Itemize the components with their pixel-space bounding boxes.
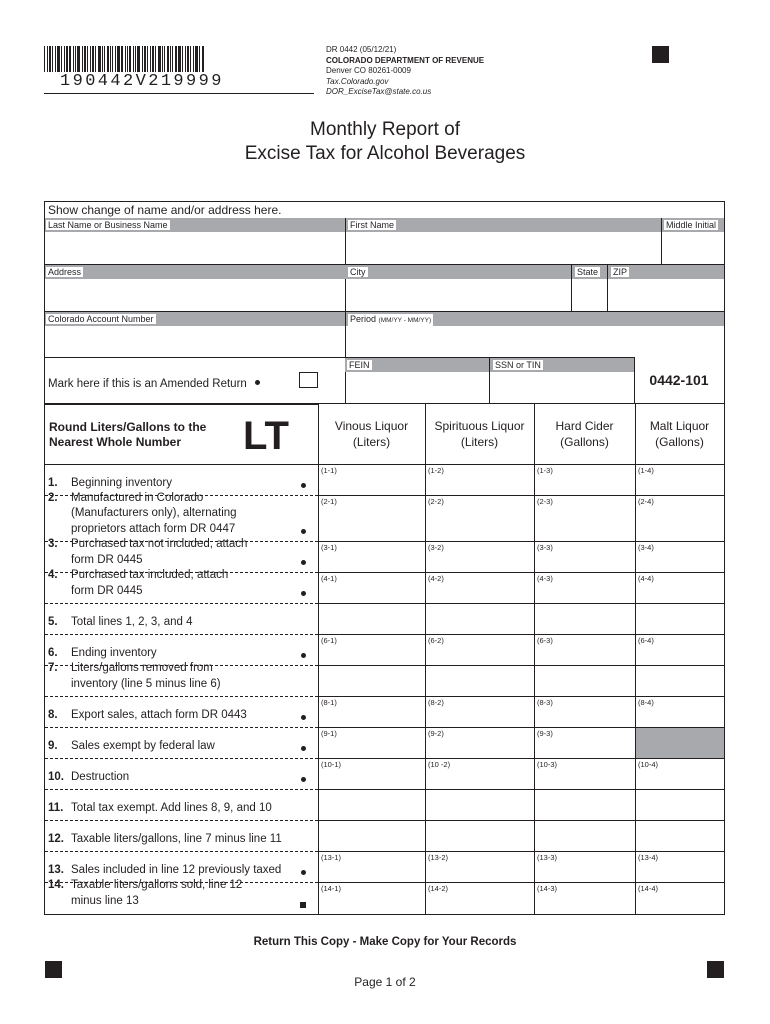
barcode-bar — [61, 46, 62, 72]
department-website: Tax.Colorado.gov — [326, 76, 389, 86]
cell-number: (8-4) — [638, 698, 654, 707]
account-number-label: Colorado Account Number — [48, 314, 154, 324]
cell-number: (8-3) — [537, 698, 553, 707]
line-description: Total lines 1, 2, 3, and 4 — [71, 615, 193, 628]
cell-number: (2-4) — [638, 497, 654, 506]
barcode-bar — [193, 46, 194, 72]
bullet-icon — [301, 870, 306, 875]
page-number: Page 1 of 2 — [354, 975, 416, 989]
entry-cell — [636, 728, 724, 758]
line-description: (Manufacturers only), alternating — [71, 507, 237, 519]
barcode-bar — [110, 46, 111, 72]
instruction-rule — [45, 404, 318, 405]
zip-field[interactable] — [607, 280, 724, 311]
barcode-bar — [144, 46, 146, 72]
cell-number: (9-3) — [537, 729, 553, 738]
cell-number: (13-2) — [428, 853, 449, 862]
barcode-block — [44, 46, 314, 94]
line-description: Export sales, attach form DR 0443 — [71, 708, 247, 721]
barcode-bar — [129, 46, 131, 72]
row-divider — [45, 634, 318, 635]
line-number: 7. — [48, 662, 58, 674]
first-name-label: First Name — [350, 220, 395, 230]
line-description: Ending inventory — [71, 646, 157, 659]
barcode-bar — [102, 46, 103, 72]
barcode-bar — [92, 46, 94, 72]
barcode-bar — [164, 46, 165, 72]
cell-number: (8-2) — [428, 698, 444, 707]
line-item — [48, 491, 316, 538]
lt-mark: LT — [243, 414, 289, 458]
barcode-bar — [170, 46, 171, 72]
entry-cell[interactable] — [426, 821, 534, 851]
city-label: City — [350, 267, 366, 277]
amended-return-checkbox[interactable] — [299, 372, 318, 388]
row-divider — [45, 696, 318, 697]
barcode-bar — [195, 46, 198, 72]
registration-mark-top-right — [652, 46, 669, 63]
column-header: Spirituous Liquor (Liters) — [434, 419, 525, 449]
bullet-icon — [301, 529, 306, 534]
bullet-icon — [255, 380, 260, 385]
cell-number: (6-1) — [321, 636, 337, 645]
line-number: 4. — [48, 569, 58, 581]
zip-label: ZIP — [613, 267, 628, 277]
entry-cell[interactable] — [636, 821, 724, 851]
line-number: 12. — [48, 832, 64, 845]
barcode-bar — [133, 46, 134, 72]
entry-cell[interactable] — [426, 604, 534, 634]
title-line-1: Monthly Report of — [310, 119, 460, 140]
barcode-bar — [190, 46, 191, 72]
line-description: proprietors attach form DR 0447 — [71, 522, 236, 535]
barcode-bar — [162, 46, 163, 72]
row-divider — [45, 758, 318, 759]
column-header: Malt Liquor (Gallons) — [649, 419, 710, 449]
cell-number: (13-4) — [638, 853, 659, 862]
bullet-icon — [301, 777, 306, 782]
cell-number: (10-3) — [537, 760, 558, 769]
cell-number: (13-3) — [537, 853, 558, 862]
barcode-bar — [75, 46, 76, 72]
cell-number: (4-4) — [638, 574, 654, 583]
entry-cell[interactable] — [426, 666, 534, 696]
form-id: DR 0442 (05/12/21) — [326, 45, 397, 54]
barcode-bar — [121, 46, 123, 72]
ssn-field[interactable] — [489, 373, 634, 404]
bullet-icon — [301, 591, 306, 596]
bullet-icon — [301, 483, 306, 488]
state-label: State — [577, 267, 599, 277]
entry-cell[interactable] — [319, 666, 425, 696]
cell-number: (14-1) — [321, 884, 342, 893]
return-note: Return This Copy - Make Copy for Your Records — [253, 936, 517, 948]
barcode-bars — [44, 46, 254, 72]
cell-number: (3-2) — [428, 543, 444, 552]
line-item — [48, 863, 316, 879]
barcode-bar — [47, 46, 48, 72]
barcode-bar — [55, 46, 56, 72]
barcode-bar — [155, 46, 156, 72]
barcode-bar — [69, 46, 71, 72]
barcode-bar — [158, 46, 161, 72]
form-code: 0442-101 — [649, 372, 709, 388]
barcode-bar — [127, 46, 128, 72]
line-number: 14. — [48, 879, 64, 891]
line-number: 13. — [48, 863, 64, 876]
cell-number: (9-2) — [428, 729, 444, 738]
line-item — [48, 537, 316, 568]
row-divider — [45, 851, 318, 852]
identity-section — [44, 201, 725, 404]
line-description: form DR 0445 — [71, 553, 143, 566]
barcode-bar — [95, 46, 96, 72]
cell-number: (8-1) — [321, 698, 337, 707]
cell-number: (3-4) — [638, 543, 654, 552]
barcode-bar — [90, 46, 91, 72]
fein-label: FEIN — [349, 360, 370, 370]
barcode-bar — [117, 46, 120, 72]
barcode-bar — [84, 46, 86, 72]
line-number: 9. — [48, 739, 58, 752]
entry-cell[interactable] — [636, 604, 724, 634]
barcode-bar — [135, 46, 136, 72]
amended-return-label: Mark here if this is an Amended Return — [48, 377, 260, 391]
barcode-bar — [64, 46, 65, 72]
barcode-bar — [175, 46, 177, 72]
line-item — [48, 661, 316, 692]
cell-number: (3-1) — [321, 543, 337, 552]
line-description: Liters/gallons removed from — [71, 662, 213, 674]
line-number: 1. — [48, 476, 58, 489]
cell-number: (10-4) — [638, 760, 659, 769]
change-notice: Show change of name and/or address here. — [48, 203, 282, 217]
barcode-bar — [172, 46, 173, 72]
middle-initial-label: Middle Initial — [666, 220, 717, 230]
barcode-bar — [187, 46, 189, 72]
line-number: 6. — [48, 646, 58, 659]
barcode-bar — [167, 46, 169, 72]
line-item — [48, 739, 316, 755]
line-description: Beginning inventory — [71, 476, 173, 489]
entry-cell[interactable] — [535, 666, 635, 696]
row-divider — [45, 727, 318, 728]
cell-number: (13-1) — [321, 853, 342, 862]
line-item — [48, 476, 316, 492]
entry-cell[interactable] — [535, 790, 635, 820]
period-field[interactable] — [345, 327, 724, 357]
entry-cell[interactable] — [319, 790, 425, 820]
entry-cell[interactable] — [535, 604, 635, 634]
barcode-bar — [44, 46, 45, 72]
line-number: 2. — [48, 491, 58, 504]
period-hint: (MM/YY - MM/YY) — [378, 317, 432, 324]
excise-tax-table — [44, 404, 725, 915]
cell-number: (4-1) — [321, 574, 337, 583]
column-header: Vinous Liquor (Liters) — [334, 419, 409, 449]
barcode-bar — [142, 46, 143, 72]
barcode-bar — [87, 46, 88, 72]
entry-cell[interactable] — [319, 821, 425, 851]
form-header — [326, 45, 484, 98]
barcode-bar — [182, 46, 183, 72]
department-city: Denver CO 80261-0009 — [326, 66, 411, 75]
barcode-bar — [52, 46, 53, 72]
state-field[interactable] — [571, 280, 607, 311]
line-description: Manufactured in Colorado — [71, 491, 204, 504]
barcode-bar — [137, 46, 140, 72]
line-description: Sales exempt by federal law — [71, 739, 215, 752]
cell-number: (1-2) — [428, 466, 444, 475]
entry-cell[interactable] — [636, 790, 724, 820]
line-item — [48, 832, 316, 848]
line-description: inventory (line 5 minus line 6) — [71, 677, 221, 690]
fein-field[interactable] — [345, 373, 489, 404]
cell-number: (4-2) — [428, 574, 444, 583]
cell-number: (6-2) — [428, 636, 444, 645]
cell-number: (14-3) — [537, 884, 558, 893]
barcode-bar — [49, 46, 51, 72]
line-number: 3. — [48, 538, 58, 550]
address-label: Address — [48, 267, 82, 277]
line-description: Purchased tax included, attach — [71, 569, 229, 581]
cell-number: (1-4) — [638, 466, 654, 475]
title-line-2: Excise Tax for Alcohol Beverages — [244, 143, 526, 164]
barcode-number: 190442V219999 — [60, 72, 224, 91]
line-description: minus line 13 — [71, 894, 139, 907]
barcode-bar — [107, 46, 109, 72]
city-field[interactable] — [345, 280, 571, 311]
line-description: Total tax exempt. Add lines 8, 9, and 10 — [71, 801, 272, 814]
barcode-bar — [125, 46, 126, 72]
entry-cell[interactable] — [426, 790, 534, 820]
line-description: Sales included in line 12 previously taxed — [71, 863, 282, 876]
line-item — [48, 878, 316, 909]
cell-number: (14-4) — [638, 884, 659, 893]
line-description: Destruction — [71, 770, 130, 783]
middle-initial-field[interactable] — [661, 233, 724, 264]
barcode-bar — [57, 46, 60, 72]
department-email: DOR_ExciseTax@state.co.us — [326, 87, 432, 96]
barcode-bar — [73, 46, 74, 72]
barcode-bar — [104, 46, 105, 72]
first-name-field[interactable] — [345, 233, 661, 264]
cell-number: (10 -2) — [428, 760, 451, 769]
barcode-bar — [147, 46, 148, 72]
cell-number: (3-3) — [537, 543, 553, 552]
cell-number: (10-1) — [321, 760, 342, 769]
rounding-instruction: Round Liters/Gallons to the Nearest Whole Number — [49, 420, 207, 449]
bullet-icon — [301, 715, 306, 720]
barcode-bar — [152, 46, 154, 72]
cell-number: (6-3) — [537, 636, 553, 645]
line-description: Taxable liters/gallons, line 7 minus line 11 — [71, 832, 282, 845]
cell-number: (1-3) — [537, 466, 553, 475]
entry-cell[interactable] — [319, 604, 425, 634]
row-divider — [45, 820, 318, 821]
line-item — [48, 708, 316, 724]
bullet-icon — [301, 746, 306, 751]
barcode-bar — [185, 46, 186, 72]
cell-number: (14-2) — [428, 884, 449, 893]
cell-number: (1-1) — [321, 466, 337, 475]
bullet-icon — [301, 560, 306, 565]
entry-cell[interactable] — [636, 666, 724, 696]
line-description: Taxable liters/gallons sold, line 12 — [71, 879, 243, 891]
barcode-bar — [112, 46, 113, 72]
line-number: 5. — [48, 615, 58, 628]
column-header: Hard Cider (Gallons) — [555, 419, 614, 449]
cell-number: (6-4) — [638, 636, 654, 645]
barcode-bar — [199, 46, 200, 72]
barcode-bar — [178, 46, 181, 72]
barcode-bar — [115, 46, 116, 72]
barcode-bar — [150, 46, 151, 72]
line-item — [48, 568, 316, 599]
line-number: 10. — [48, 770, 64, 783]
row-divider — [45, 789, 318, 790]
cell-number: (9-1) — [321, 729, 337, 738]
period-label: Period (MM/YY - MM/YY) — [350, 314, 432, 324]
square-bullet-icon — [300, 902, 306, 908]
address-field[interactable] — [45, 280, 345, 311]
last-name-label: Last Name or Business Name — [48, 220, 168, 230]
entry-cell[interactable] — [535, 821, 635, 851]
ssn-label: SSN or TIN — [495, 360, 541, 370]
cell-number: (4-3) — [537, 574, 553, 583]
barcode-bar — [82, 46, 83, 72]
line-number: 11. — [48, 801, 64, 814]
barcode-bar — [66, 46, 68, 72]
cell-number: (2-3) — [537, 497, 553, 506]
line-description: form DR 0445 — [71, 584, 143, 597]
line-item — [48, 615, 316, 631]
row-divider — [45, 603, 318, 604]
line-item — [48, 646, 316, 662]
department-name: COLORADO DEPARTMENT OF REVENUE — [326, 55, 485, 65]
page-title — [0, 118, 770, 166]
line-item — [48, 801, 316, 817]
bullet-icon — [301, 653, 306, 658]
cell-number: (2-1) — [321, 497, 337, 506]
account-number-field[interactable] — [45, 327, 345, 357]
line-number: 8. — [48, 708, 58, 721]
line-item — [48, 770, 316, 786]
line-description: Purchased tax not included, attach — [71, 538, 248, 550]
barcode-bar — [98, 46, 101, 72]
barcode-bar — [77, 46, 80, 72]
last-name-field[interactable] — [45, 233, 345, 264]
barcode-bar — [202, 46, 204, 72]
cell-number: (2-2) — [428, 497, 444, 506]
